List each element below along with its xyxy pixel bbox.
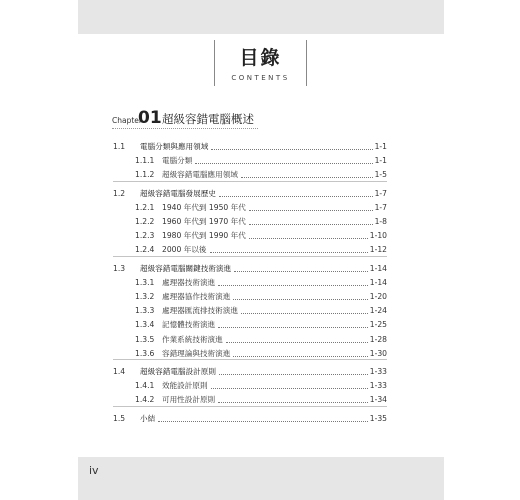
bottom-border-band: [78, 457, 444, 500]
chapter-title: 超級容錯電腦概述: [162, 112, 254, 126]
toc-subsection-row[interactable]: [113, 318, 387, 330]
entry-page: 1-25: [369, 320, 387, 330]
entry-page: 1-34: [369, 395, 387, 405]
chapter-heading: [112, 108, 412, 130]
entry-title: 效能設計原則: [162, 381, 208, 391]
entry-number: 1.3.2: [135, 292, 155, 301]
entry-title: 處理器技術演進: [162, 277, 216, 287]
toc-section-row[interactable]: [113, 140, 387, 152]
toc-subsection-row[interactable]: [113, 393, 387, 405]
entry-number: 1.3: [113, 263, 126, 273]
entry-number: 1.1: [113, 142, 126, 151]
entry-number: 1.3.5: [135, 334, 155, 344]
entry-page: 1-33: [369, 381, 387, 391]
toc-subsection-row[interactable]: [113, 304, 387, 316]
entry-page: 1-7: [374, 188, 387, 198]
dot-leader: [249, 210, 373, 211]
toc-section-row[interactable]: [113, 365, 387, 377]
entry-page: 1-8: [374, 217, 387, 226]
toc-subsection-row[interactable]: [113, 168, 387, 180]
entry-number: 1.2.2: [135, 217, 155, 226]
entry-page: 1-14: [369, 263, 387, 273]
toc-title-block: [214, 40, 307, 86]
entry-page: 1-33: [369, 367, 387, 376]
entry-number: 1.2: [113, 188, 126, 198]
entry-number: 1.4.2: [135, 395, 155, 405]
entry-number: 1.1.1: [135, 156, 155, 166]
entry-number: 1.3.3: [135, 306, 155, 316]
dot-leader: [241, 177, 373, 178]
page-title: 目錄: [239, 47, 282, 69]
entry-title: 記憶體技術演進: [162, 320, 216, 330]
entry-title: 2000 年以後: [162, 245, 207, 255]
section-separator: [113, 359, 387, 360]
entry-number: 1.5: [113, 413, 126, 423]
toc-subsection-row[interactable]: [113, 379, 387, 391]
entry-title: 超級容錯電腦設計原則: [140, 367, 216, 376]
toc-section-row[interactable]: [113, 187, 387, 199]
dot-leader: [249, 238, 368, 239]
entry-title: 容錯理論與技術演進: [162, 348, 231, 358]
entry-page: 1-28: [369, 334, 387, 344]
entry-title: 電腦分類: [162, 156, 193, 166]
entry-title: 電腦分類與應用領域: [140, 142, 209, 151]
toc-subsection-row[interactable]: [113, 201, 387, 213]
section-separator: [113, 256, 387, 257]
dot-leader: [195, 163, 372, 164]
toc-section-row[interactable]: [113, 262, 387, 274]
entry-page: 1-5: [374, 170, 387, 180]
entry-number: 1.3.4: [135, 320, 155, 330]
entry-page: 1-1: [374, 156, 387, 166]
dot-leader: [218, 402, 368, 403]
toc-subsection-row[interactable]: [113, 243, 387, 255]
entry-title: 作業系統技術演進: [162, 334, 223, 344]
dot-leader: [211, 388, 368, 389]
entry-title: 1980 年代到 1990 年代: [162, 231, 246, 241]
entry-number: 1.3.6: [135, 348, 155, 358]
section-separator: [113, 181, 387, 182]
entry-page: 1-35: [369, 413, 387, 423]
dot-leader: [241, 313, 368, 314]
chapter-underline: [112, 128, 258, 129]
dot-leader: [210, 252, 368, 253]
dot-leader: [218, 327, 368, 328]
section-separator: [113, 406, 387, 407]
entry-page: 1-7: [374, 202, 387, 212]
toc-subsection-row[interactable]: [113, 229, 387, 241]
entry-page: 1-1: [374, 142, 387, 151]
entry-number: 1.4: [113, 367, 126, 376]
entry-number: 1.3.1: [135, 277, 155, 287]
entry-number: 1.1.2: [135, 170, 155, 180]
dot-leader: [219, 374, 368, 375]
dot-leader: [218, 285, 368, 286]
toc-subsection-row[interactable]: [113, 333, 387, 345]
entry-title: 小結: [140, 413, 156, 423]
dot-leader: [249, 224, 373, 225]
entry-title: 超級容錯電腦應用領域: [162, 170, 238, 180]
entry-title: 1940 年代到 1950 年代: [162, 202, 246, 212]
toc-section-row[interactable]: [113, 412, 387, 424]
entry-title: 可用性設計原則: [162, 395, 216, 405]
toc-subsection-row[interactable]: [113, 290, 387, 302]
entry-page: 1-30: [369, 348, 387, 358]
entry-number: 1.2.3: [135, 231, 155, 241]
entry-page: 1-12: [369, 245, 387, 255]
page-subtitle: CONTENTS: [231, 74, 290, 82]
dot-leader: [234, 271, 368, 272]
toc-subsection-row[interactable]: [113, 215, 387, 227]
dot-leader: [211, 149, 372, 150]
entry-title: 超級容錯電腦發展歷史: [140, 188, 216, 198]
chapter-number: 01: [138, 108, 162, 128]
entry-title: 超級容錯電腦關鍵技術演進: [140, 263, 232, 273]
dot-leader: [233, 299, 367, 300]
toc-subsection-row[interactable]: [113, 347, 387, 359]
dot-leader: [219, 196, 373, 197]
entry-title: 1960 年代到 1970 年代: [162, 217, 246, 226]
entry-number: 1.4.1: [135, 381, 155, 391]
entry-page: 1-10: [369, 231, 387, 241]
toc-subsection-row[interactable]: [113, 276, 387, 288]
entry-number: 1.2.1: [135, 202, 155, 212]
entry-page: 1-24: [369, 306, 387, 316]
toc-subsection-row[interactable]: [113, 154, 387, 166]
page-number: iv: [89, 464, 99, 477]
entry-page: 1-20: [369, 292, 387, 301]
entry-title: 處理器匯流排技術演進: [162, 306, 238, 316]
dot-leader: [233, 356, 367, 357]
top-border-band: [78, 0, 444, 34]
dot-leader: [158, 421, 368, 422]
chapter-label: Chapter: [112, 116, 142, 125]
entry-number: 1.2.4: [135, 245, 155, 255]
entry-title: 處理器協作技術演進: [162, 292, 231, 301]
entry-page: 1-14: [369, 277, 387, 287]
dot-leader: [226, 342, 368, 343]
